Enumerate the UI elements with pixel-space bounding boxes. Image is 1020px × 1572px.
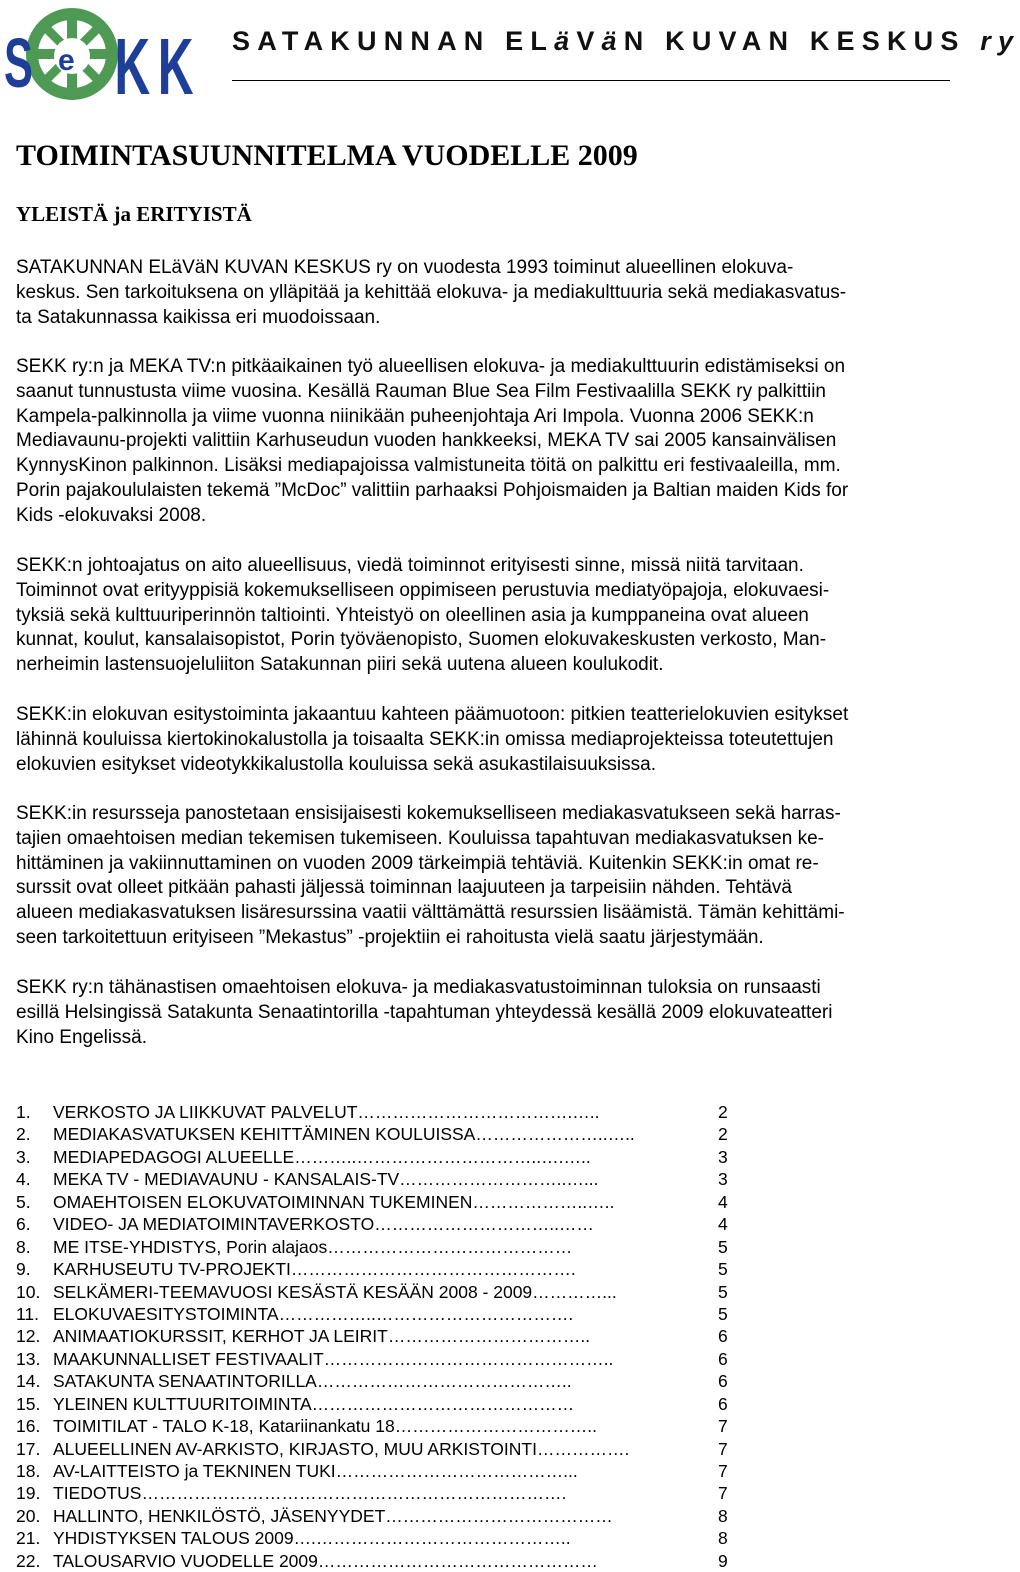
sekk-logo <box>4 4 210 113</box>
toc-item: 5. OMAEHTOISEN ELOKUVATOIMINNAN TUKEMINEN………………..….. 4 <box>16 1191 728 1212</box>
section-heading: YLEISTÄ ja ERITYISTÄ <box>16 202 252 226</box>
svg-text:S: S <box>4 24 33 103</box>
toc-item: 21. YHDISTYKSEN TALOUS 2009….…………………………………….. 8 <box>16 1528 728 1549</box>
toc-item: 18. AV-LAITTEISTO ja TEKNINEN TUKI…………………………………... 7 <box>16 1461 728 1481</box>
organization-name: SATAKUNNAN ELäVäN KUVAN KESKUS ry <box>232 26 1020 56</box>
toc-item: 10. SELKÄMERI-TEEMAVUOSI KESÄSTÄ KESÄÄN 2008 - 2009…………... 5 <box>16 1281 728 1302</box>
toc-item: 12. ANIMAATIOKURSSIT, KERHOT JA LEIRIT…………………………….. 6 <box>16 1326 728 1347</box>
toc-item: 17. ALUEELLINEN AV-ARKISTO, KIRJASTO, MUU ARKISTOINTI……………. 7 <box>16 1438 728 1459</box>
toc-item: 2. MEDIAKASVATUKSEN KEHITTÄMINEN KOULUISSA…………………..….. 2 <box>16 1124 728 1145</box>
toc-item: 1. VERKOSTO JA LIIKKUVAT PALVELUT……………………………….….. 2 <box>16 1102 728 1122</box>
header-divider <box>232 80 950 81</box>
paragraph-intro: SATAKUNNAN ELäVäN KUVAN KESKUS ry on vuodesta 1993 toiminut alueellinen elokuva- keskus. Sen tarkoituksena on ylläpitää ja kehittää elokuva- ja mediakulttuuria sekä mediakasvatus- ta Satakunnassa kaikissa eri muodoissaan. <box>16 257 847 328</box>
toc-item: 3. MEDIAPEDAGOGI ALUEELLE………..…………………………..….….. 3 <box>16 1146 728 1167</box>
paragraph-screenings: SEKK:in elokuvan esitystoiminta jakaantuu kahteen päämuotoon: pitkien teatterielokuvien esitykset lähinnä kouluissa kiertokinokalustolla ja toisaalta SEKK:in omissa mediaprojekteissa toteutettujen elokuvien esitykset videotykkikalustolla kouluissa sekä asukastilaisuuksissa. <box>16 704 849 775</box>
toc-item: 4. MEKA TV - MEDIAVAUNU - KANSALAIS-TV………………………..…... 3 <box>16 1169 728 1190</box>
paragraph-resources: SEKK:in resursseja panostetaan ensisijaisesti kokemukselliseen mediakasvatukseen sekä harras- tajien omaehtoisen median tekemisen tukemiseen. Kouluissa tapahtuvan mediakasvatuksen ke- hittäminen ja vakiinnuttaminen on vuoden 2009 tärkeimpiä tehtäviä. Kuitenkin SEKK:in omat re- surssit ovat olleet pitkään pahasti jäljessä toiminnan laajuuteen ja tarpeisiin nähden. Tehtävä alueen mediakasvatuksen lisäresurssina vaatii välttämättä resurssien lisäämistä. Tämän kehittämi- seen tarkoitettuun erityiseen ”Mekastus” -projektiin ei rahoitusta vielä saatu järjestymään. <box>16 803 845 948</box>
svg-text:K: K <box>114 23 151 113</box>
toc-item: 6. VIDEO- JA MEDIATOIMINTAVERKOSTO…………………………..…… 4 <box>16 1214 728 1235</box>
table-of-contents <box>16 1101 736 1572</box>
svg-text:K: K <box>157 23 194 113</box>
paragraph-recognition: SEKK ry:n ja MEKA TV:n pitkäaikainen työ alueellisen elokuva- ja mediakulttuurin edistämiseksi on saanut tunnustusta viime vuosina. Kesällä Rauman Blue Sea Film Festivaalilla SEKK ry palkittiin Kampela-palkinnolla ja viime vuonna niinikään puheenjohtaja Ari Impola. Vuonna 2006 SEKK:n Mediavaunu-projekti valittiin Karhuseudun vuoden hankkeeksi, MEKA TV sai 2005 kansainvälisen KynnysKinon palkinnon. Lisäksi mediapajoissa valmistuneita töitä on palkittu eri festivaaleilla, mm. Porin pajakoululaisten tekemä ”McDoc” valittiin parhaaksi Pohjoismaiden ja Baltian maiden Kids for Kids -elokuvaksi 2008. <box>16 356 849 526</box>
toc-item: 20. HALLINTO, HENKILÖSTÖ, JÄSENYYDET………………………………… 8 <box>16 1505 728 1526</box>
toc-item: 8. ME ITSE-YHDISTYS, Porin alajaos…………………………………… 5 <box>16 1236 728 1257</box>
toc-item: 19. TIEDOTUS………………………………………………………………. 7 <box>16 1483 728 1504</box>
toc-item: 16. TOIMITILAT - TALO K-18, Katariinankatu 18…………………………….. 7 <box>16 1416 728 1437</box>
toc-item: 11. ELOKUVAESITYSTOIMINTA……………..……………………………. 5 <box>16 1303 728 1324</box>
toc-item: 14. SATAKUNTA SENAATINTORILLA…………………………………….. 6 <box>16 1371 728 1392</box>
document-title: TOIMINTASUUNNITELMA VUODELLE 2009 <box>16 139 638 172</box>
paragraph-principle: SEKK:n johtoajatus on aito alueellisuus, viedä toiminnot erityisesti sinne, missä niitä tarvitaan. Toiminnot ovat erityyppisiä kokemukselliseen oppimiseen perustuvia mediatyöpajoja, elokuvaesi- tyksiä sekä kulttuuriperinnön taltiointi. Yhteistyö on oleellinen asia ja kumppaneina ovat alueen kunnat, koulut, kansalaisopistot, Porin työväenopisto, Suomen elokuvakeskusten verkosto, Man- nerheimin lastensuojeluliiton Satakunnan piiri sekä uutena alueen koulukodit. <box>16 555 830 676</box>
toc-item: 9. KARHUSEUTU TV-PROJEKTI…………………………………………. 5 <box>16 1259 728 1280</box>
svg-text:e: e <box>58 44 75 77</box>
toc-item: 13. MAAKUNNALLISET FESTIVAALIT………………………………………….. 6 <box>16 1348 728 1369</box>
paragraph-results: SEKK ry:n tähänastisen omaehtoisen elokuva- ja mediakasvatustoiminnan tuloksia on runsaasti esillä Helsingissä Satakunta Senaatintorilla -tapahtuman yhteydessä kesällä 2009 elokuvateatteri Kino Engelissä. <box>16 977 833 1048</box>
toc-item: 22. TALOUSARVIO VUODELLE 2009………………………………………… 9 <box>16 1550 728 1571</box>
toc-item: 15. YLEINEN KULTTUURITOIMINTA……………………………………… 6 <box>16 1393 728 1414</box>
